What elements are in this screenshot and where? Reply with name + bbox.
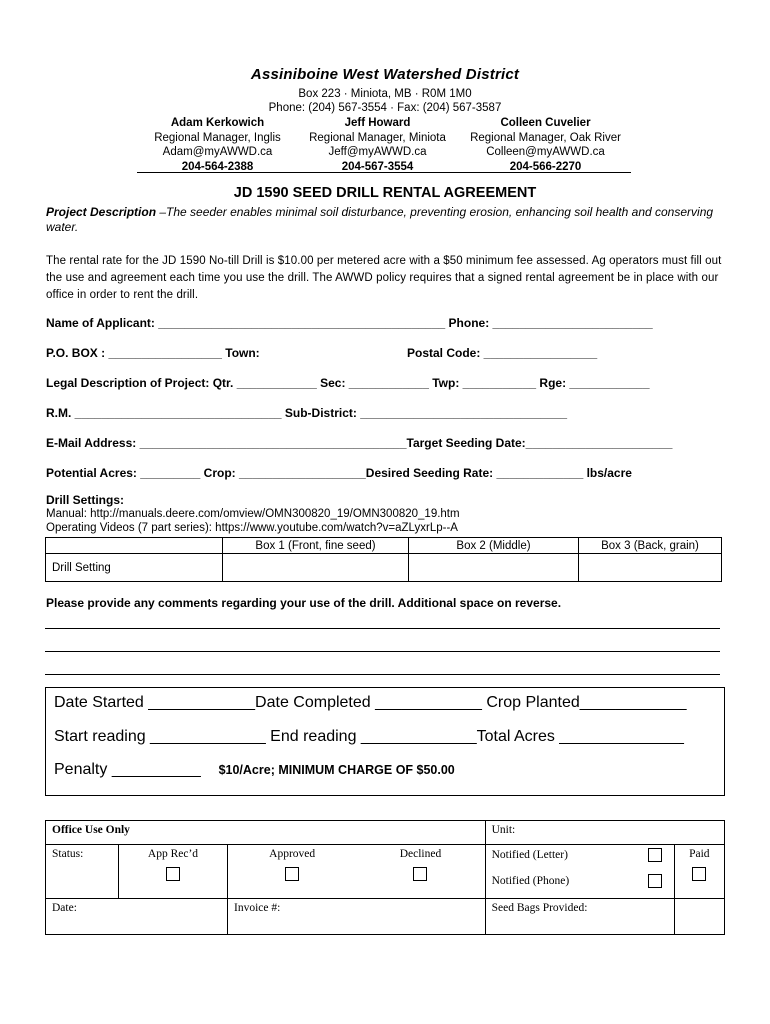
notified-phone-checkbox[interactable] xyxy=(648,874,662,888)
legal-description-field[interactable]: Legal Description of Project: Qtr. ____________ Sec: ____________ Twp: ___________ Rge: ____________ xyxy=(46,376,650,390)
box2-setting-cell[interactable] xyxy=(409,554,579,582)
manager-name: Jeff Howard xyxy=(344,117,411,129)
app-received-cell xyxy=(119,845,228,899)
notification-cell xyxy=(485,845,674,899)
date-label: Date: xyxy=(46,899,228,935)
project-description-label: Project Description xyxy=(46,205,157,219)
videos-link[interactable]: Operating Videos (7 part series): https://www.youtube.com/watch?v=aZLyxrLp--A xyxy=(46,522,458,534)
po-box-field[interactable]: P.O. BOX : _________________ Town: xyxy=(46,346,260,360)
drill-settings-heading: Drill Settings: xyxy=(46,493,125,507)
rm-subdistrict-field[interactable]: R.M. _______________________________ Sub-District: _______________________________ xyxy=(46,406,568,420)
document-title: JD 1590 SEED DRILL RENTAL AGREEMENT xyxy=(233,185,537,201)
notified-letter-label: Notified (Letter) xyxy=(491,849,568,861)
unit-label: Unit: xyxy=(485,821,724,845)
notified-letter-checkbox[interactable] xyxy=(648,848,662,862)
drill-setting-label: Drill Setting xyxy=(46,554,223,582)
organization-address: Box 223 · Miniota, MB · R0M 1M0 xyxy=(298,88,472,100)
manager-email[interactable]: Adam@myAWWD.ca xyxy=(162,146,273,158)
drill-settings-table xyxy=(45,537,722,582)
seed-bags-label: Seed Bags Provided: xyxy=(485,899,674,935)
manager-contact xyxy=(290,116,465,174)
table-header-cell: Box 3 (Back, grain) xyxy=(579,538,722,554)
paid-checkbox[interactable] xyxy=(692,867,706,881)
empty-cell xyxy=(674,899,724,935)
penalty-field[interactable]: Penalty __________ xyxy=(54,761,201,778)
manager-phone: 204-566-2270 xyxy=(509,160,582,173)
manager-role: Regional Manager, Miniota xyxy=(309,131,446,144)
box3-setting-cell[interactable] xyxy=(579,554,722,582)
approved-checkbox[interactable] xyxy=(285,867,299,881)
manual-link[interactable]: Manual: http://manuals.deere.com/omview/OMN300820_19/OMN300820_19.htm xyxy=(46,508,460,520)
approved-declined-cell xyxy=(228,845,486,899)
penalty-line[interactable] xyxy=(54,761,455,779)
manager-name: Adam Kerkowich xyxy=(170,117,265,129)
manager-email[interactable]: Jeff@myAWWD.ca xyxy=(328,146,427,158)
manager-contact xyxy=(130,116,305,174)
rental-rate-paragraph: The rental rate for the JD 1590 No-till Drill is $10.00 per metered acre with a $50 minimum fee assessed. Ag operators must fill out the use and agreement each time you use the drill. The AWWD policy requires that a signed rental agreement be in place with our office in order to rent the drill. xyxy=(46,255,722,301)
manager-role: Regional Manager, Inglis xyxy=(154,131,281,144)
email-seeding-date-field[interactable]: E-Mail Address: ________________________________________Target Seeding Date:______________________ xyxy=(46,436,673,450)
declined-label: Declined xyxy=(399,848,442,860)
status-label: Status: xyxy=(46,845,119,899)
office-use-title: Office Use Only xyxy=(46,821,486,845)
paid-label: Paid xyxy=(689,848,710,860)
manager-phone: 204-567-3554 xyxy=(341,160,414,173)
app-received-label: App Rec’d xyxy=(147,848,199,860)
comment-line[interactable] xyxy=(45,651,720,652)
project-description xyxy=(46,205,726,235)
minimum-charge-note: $10/Acre; MINIMUM CHARGE OF $50.00 xyxy=(218,763,455,777)
manager-role: Regional Manager, Oak River xyxy=(470,131,621,144)
dates-crop-line[interactable]: Date Started ____________Date Completed ____________ Crop Planted____________ xyxy=(54,694,687,711)
readings-acres-line[interactable]: Start reading _____________ End reading _____________Total Acres ______________ xyxy=(54,728,684,745)
approved-label: Approved xyxy=(269,848,316,860)
usage-record-box xyxy=(45,687,725,796)
postal-code-field[interactable]: Postal Code: _________________ xyxy=(407,346,598,360)
organization-phone: Phone: (204) 567-3554 · Fax: (204) 567-3587 xyxy=(268,102,502,114)
acres-crop-rate-field[interactable]: Potential Acres: _________ Crop: ___________________Desired Seeding Rate: _____________ lbs/acre xyxy=(46,466,632,480)
table-header-cell: Box 2 (Middle) xyxy=(409,538,579,554)
office-use-table xyxy=(45,820,725,935)
comments-prompt: Please provide any comments regarding your use of the drill. Additional space on reverse. xyxy=(46,596,562,610)
comment-line[interactable] xyxy=(45,628,720,629)
notified-phone-label: Notified (Phone) xyxy=(491,875,570,887)
paid-cell xyxy=(674,845,724,899)
manager-name: Colleen Cuvelier xyxy=(500,117,591,129)
manager-phone: 204-564-2388 xyxy=(181,160,254,173)
invoice-label: Invoice #: xyxy=(228,899,486,935)
comment-line[interactable] xyxy=(45,674,720,675)
project-description-text: –The seeder enables minimal soil disturbance, preventing erosion, enhancing soil health and conserving water. xyxy=(46,205,714,234)
manager-contact xyxy=(458,116,633,174)
table-header-cell: Box 1 (Front, fine seed) xyxy=(223,538,409,554)
declined-checkbox[interactable] xyxy=(413,867,427,881)
organization-name: Assiniboine West Watershed District xyxy=(250,66,520,83)
header-divider xyxy=(137,172,631,173)
applicant-name-field[interactable]: Name of Applicant: ___________________________________________ Phone: ________________________ xyxy=(46,316,653,330)
table-header-cell xyxy=(46,538,223,554)
box1-setting-cell[interactable] xyxy=(223,554,409,582)
manager-email[interactable]: Colleen@myAWWD.ca xyxy=(486,146,605,158)
app-received-checkbox[interactable] xyxy=(166,867,180,881)
